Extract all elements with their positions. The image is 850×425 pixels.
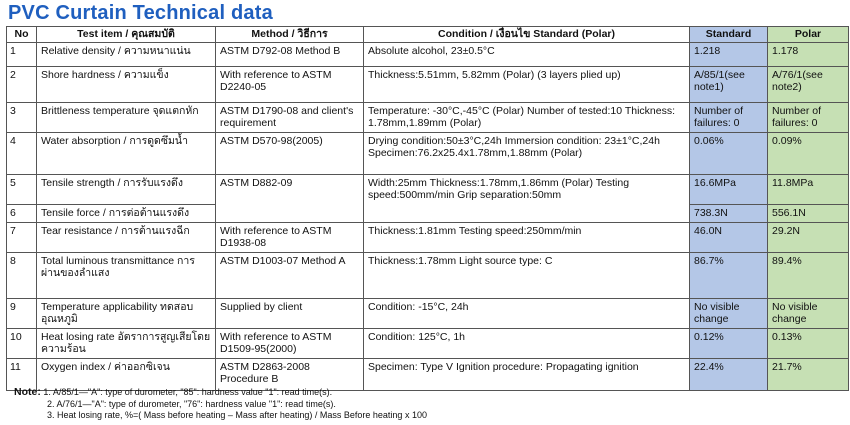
row-test-item: Heat losing rate อัตราการสูญเสียโดยความร้อน xyxy=(37,328,216,358)
row-standard-value: No visible change xyxy=(690,298,768,328)
row-method: ASTM D1003-07 Method A xyxy=(216,252,364,298)
row-standard-value: 22.4% xyxy=(690,358,768,390)
note-item: 3. Heat losing rate, %=( Mass before heating – Mass after heating) / Mass Before heating x 100 xyxy=(47,410,427,420)
row-polar-value: 1.178 xyxy=(768,42,849,66)
row-polar-value: No visible change xyxy=(768,298,849,328)
note-item: 1. A/85/1—"A": type of durometer, "85": hardness value "1": read time(s). xyxy=(43,387,333,397)
row-no: 2 xyxy=(7,66,37,102)
row-standard-value: 0.12% xyxy=(690,328,768,358)
row-no: 11 xyxy=(7,358,37,390)
row-no: 5 xyxy=(7,174,37,204)
row-test-item: Oxygen index / ค่าออกซิเจน xyxy=(37,358,216,390)
row-standard-value: 0.06% xyxy=(690,132,768,174)
row-condition: Condition: -15°C, 24h xyxy=(364,298,690,328)
row-no: 7 xyxy=(7,222,37,252)
row-condition: Drying condition:50±3°C,24h Immersion condition: 23±1°C,24h Specimen:76.2x25.4x1.78mm,1.88mm (Polar) xyxy=(364,132,690,174)
row-test-item: Brittleness temperature จุดแตกหัก xyxy=(37,102,216,132)
row-no: 9 xyxy=(7,298,37,328)
row-condition: Thickness:5.51mm, 5.82mm (Polar) (3 layers plied up) xyxy=(364,66,690,102)
table-row xyxy=(7,102,849,132)
row-method: ASTM D2863-2008 Procedure B xyxy=(216,358,364,390)
row-test-item: Relative density / ความหนาแน่น xyxy=(37,42,216,66)
row-method: Supplied by client xyxy=(216,298,364,328)
row-condition: Width:25mm Thickness:1.78mm,1.86mm (Polar) Testing speed:500mm/min Grip separation:50mm xyxy=(364,174,690,222)
row-polar-value: 11.8MPa xyxy=(768,174,849,204)
row-test-item: Tear resistance / การต้านแรงฉีก xyxy=(37,222,216,252)
row-polar-value: 0.09% xyxy=(768,132,849,174)
table-header-row xyxy=(7,27,849,43)
row-method: ASTM D792-08 Method B xyxy=(216,42,364,66)
row-test-item: Tensile strength / การรับแรงดึง xyxy=(37,174,216,204)
table-row xyxy=(7,298,849,328)
row-no: 1 xyxy=(7,42,37,66)
row-standard-value: 16.6MPa xyxy=(690,174,768,204)
row-condition: Absolute alcohol, 23±0.5°C xyxy=(364,42,690,66)
row-standard-value: 86.7% xyxy=(690,252,768,298)
technical-data-table xyxy=(6,26,849,391)
row-condition: Specimen: Type V Ignition procedure: Propagating ignition xyxy=(364,358,690,390)
header-test-item: Test item / คุณสมบัติ xyxy=(37,27,216,43)
notes-label: Note: xyxy=(14,386,41,398)
notes-section xyxy=(14,387,427,422)
row-polar-value: 29.2N xyxy=(768,222,849,252)
table-row xyxy=(7,358,849,390)
row-standard-value: 738.3N xyxy=(690,204,768,222)
header-standard: Standard xyxy=(690,27,768,43)
row-test-item: Total luminous transmittance การผ่านของลำแสง xyxy=(37,252,216,298)
row-polar-value: 556.1N xyxy=(768,204,849,222)
table-row xyxy=(7,222,849,252)
row-no: 3 xyxy=(7,102,37,132)
table-row xyxy=(7,252,849,298)
row-standard-value: Number of failures: 0 xyxy=(690,102,768,132)
row-polar-value: 21.7% xyxy=(768,358,849,390)
row-standard-value: 1.218 xyxy=(690,42,768,66)
table-row xyxy=(7,174,849,204)
header-no: No xyxy=(7,27,37,43)
table-row xyxy=(7,66,849,102)
page-title: PVC Curtain Technical data xyxy=(8,2,273,24)
row-condition: Thickness:1.81mm Testing speed:250mm/min xyxy=(364,222,690,252)
row-test-item: Tensile force / การต่อต้านแรงดึง xyxy=(37,204,216,222)
row-method: With reference to ASTM D2240-05 xyxy=(216,66,364,102)
row-condition: Temperature: -30°C,-45°C (Polar) Number of tested:10 Thickness: 1.78mm,1.89mm (Polar) xyxy=(364,102,690,132)
row-method: With reference to ASTM D1509-95(2000) xyxy=(216,328,364,358)
table-row xyxy=(7,42,849,66)
row-polar-value: 0.13% xyxy=(768,328,849,358)
row-condition: Condition: 125°C, 1h xyxy=(364,328,690,358)
row-condition: Thickness:1.78mm Light source type: C xyxy=(364,252,690,298)
row-polar-value: Number of failures: 0 xyxy=(768,102,849,132)
note-item: 2. A/76/1—"A": type of durometer, "76": hardness value "1": read time(s). xyxy=(47,398,336,409)
header-method: Method / วิธีการ xyxy=(216,27,364,43)
row-test-item: Shore hardness / ความแข็ง xyxy=(37,66,216,102)
row-no: 8 xyxy=(7,252,37,298)
table-row xyxy=(7,328,849,358)
row-method: ASTM D570-98(2005) xyxy=(216,132,364,174)
row-standard-value: A/85/1(see note1) xyxy=(690,66,768,102)
row-polar-value: A/76/1(see note2) xyxy=(768,66,849,102)
row-no: 4 xyxy=(7,132,37,174)
row-no: 10 xyxy=(7,328,37,358)
header-polar: Polar xyxy=(768,27,849,43)
row-polar-value: 89.4% xyxy=(768,252,849,298)
row-method: With reference to ASTM D1938-08 xyxy=(216,222,364,252)
row-test-item: Water absorption / การดูดซึมน้ำ xyxy=(37,132,216,174)
row-no: 6 xyxy=(7,204,37,222)
header-condition: Condition / เงื่อนไข Standard (Polar) xyxy=(364,27,690,43)
table-row xyxy=(7,132,849,174)
row-standard-value: 46.0N xyxy=(690,222,768,252)
row-method: ASTM D1790-08 and client's requirement xyxy=(216,102,364,132)
row-test-item: Temperature applicability ทดสอบอุณหภูมิ xyxy=(37,298,216,328)
row-method: ASTM D882-09 xyxy=(216,174,364,222)
